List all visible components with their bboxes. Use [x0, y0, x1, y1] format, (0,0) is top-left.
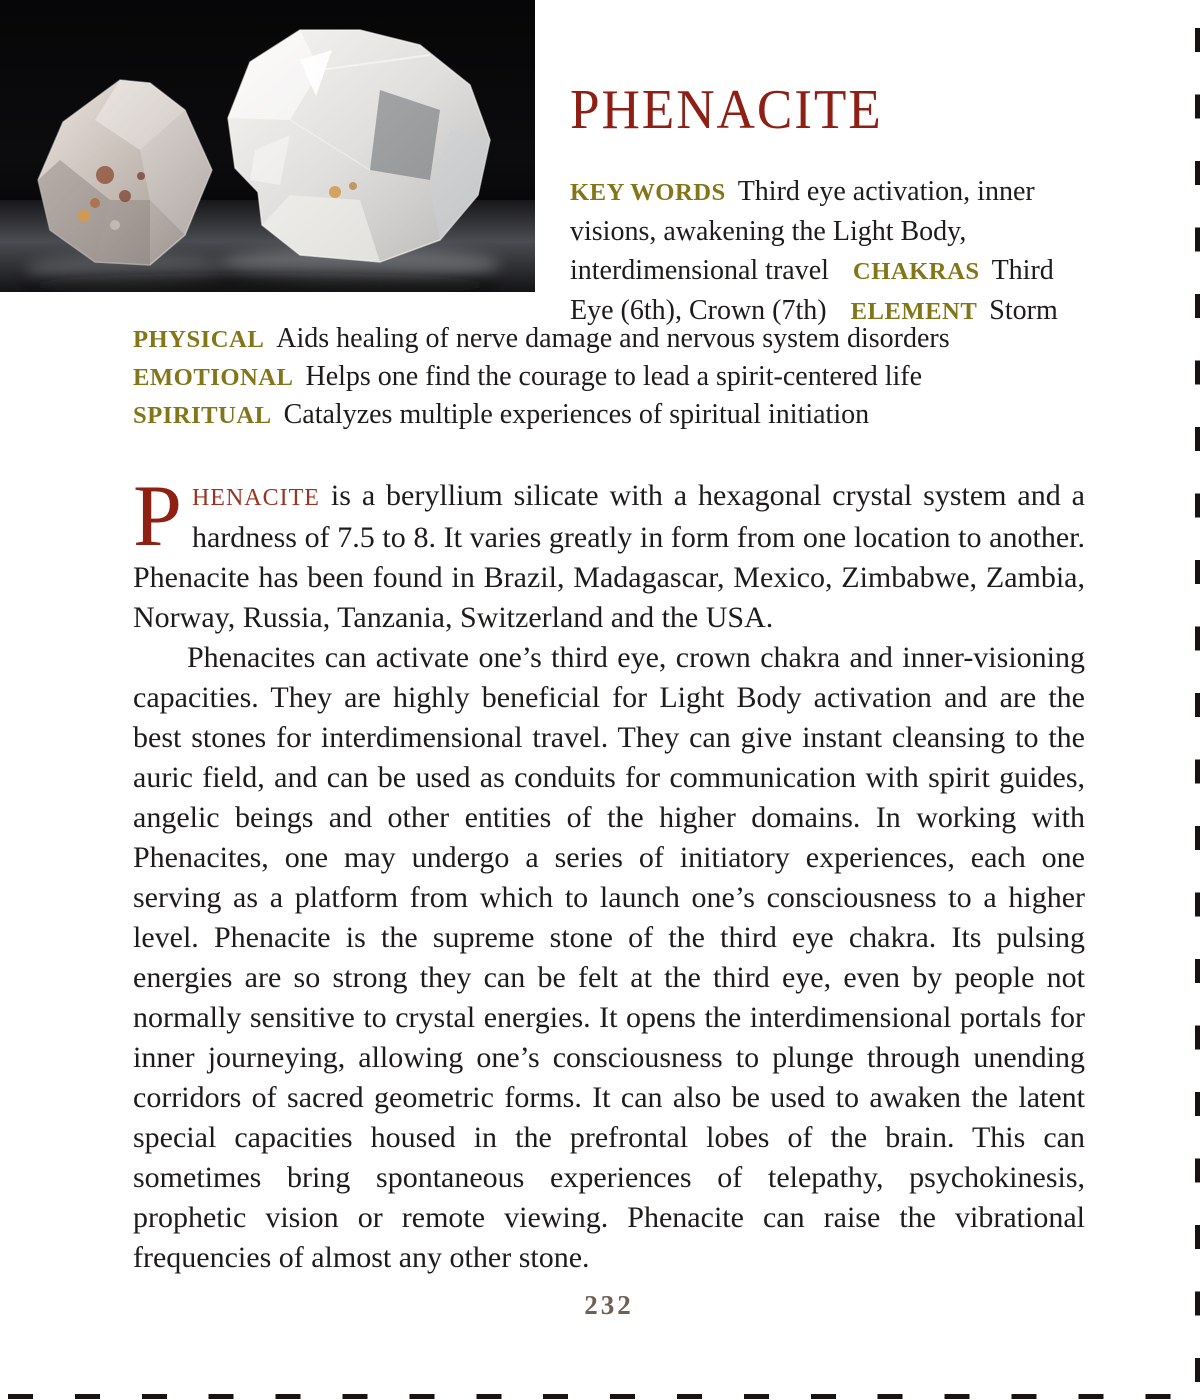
paragraph-intro-text: is a beryllium silicate with a hexagonal crystal system and a hardness of 7.5 to 8. It varies greatly in form from one location to another. Phenacite has been found in Brazil, Madagascar, Mexico, Zimbabwe, Zambia, Norway, Russia, Tanzania, Switzerland and the USA. [133, 479, 1085, 634]
emotional-row [133, 358, 1093, 396]
physical-row [133, 320, 1093, 358]
key-words-label: KEY WORDS [570, 179, 726, 206]
spiritual-row [133, 396, 1093, 434]
page-title: PHENACITE [570, 79, 883, 141]
article-body [133, 468, 1085, 1278]
emotional-label: EMOTIONAL [133, 364, 294, 391]
drop-cap: P [133, 468, 182, 565]
spiritual-text: Catalyzes multiple experiences of spiritual initiation [283, 399, 870, 430]
emotional-text: Helps one find the courage to lead a spirit-centered life [305, 361, 923, 392]
key-words-text: Third eye activation, inner visions, awakening the Light Body, interdimensional travel [570, 176, 1035, 286]
physical-text: Aids healing of nerve damage and nervous system disorders [276, 323, 950, 354]
paragraph-main: Phenacites can activate one’s third eye, crown chakra and inner-visioning capacities. They are highly beneficial for Light Body activation and are the best stones for interdimensional travel. They can give instant cleansing to the auric field, and can be used as conduits for communication with spirit guides, angelic beings and other entities of the higher domains. In working with Phenacites, one may undergo a series of initiatory experiences, each one serving as a platform from which to launch one’s consciousness to a higher level. Phenacite is the supreme stone of the third eye chakra. Its pulsing energies are so strong they can be felt at the third eye, even by people not normally sensitive to crystal energies. It opens the interdimensional portals for inner journeying, allowing one’s consciousness to plunge through unending corridors of sacred geometric forms. It can also be used to awaken the latent special capacities housed in the prefrontal lobes of the brain. This can sometimes bring spontaneous experiences of telepathy, psychokinesis, prophetic vision or remote viewing. Phenacite can raise the vibrational frequencies of almost any other stone. [133, 641, 1085, 1274]
page-number: 232 [584, 1290, 634, 1320]
bottom-edge-registration-marks [8, 1394, 1192, 1399]
lead-word-smallcaps: HENACITE [191, 485, 320, 511]
spiritual-label: SPIRITUAL [133, 402, 272, 429]
chakras-label: CHAKRAS [852, 258, 980, 285]
element-text: Storm [989, 295, 1058, 326]
chakras-text: Third Eye (6th), Crown (7th) [570, 255, 1054, 326]
paragraph-intro [133, 468, 1085, 638]
vital-stats-column [570, 172, 1075, 331]
physical-label: PHYSICAL [133, 326, 265, 353]
phenacite-crystals-photo [0, 0, 535, 292]
vital-stats-rows [133, 320, 1093, 434]
right-edge-registration-marks [1195, 28, 1200, 1388]
element-label: ELEMENT [850, 298, 978, 325]
